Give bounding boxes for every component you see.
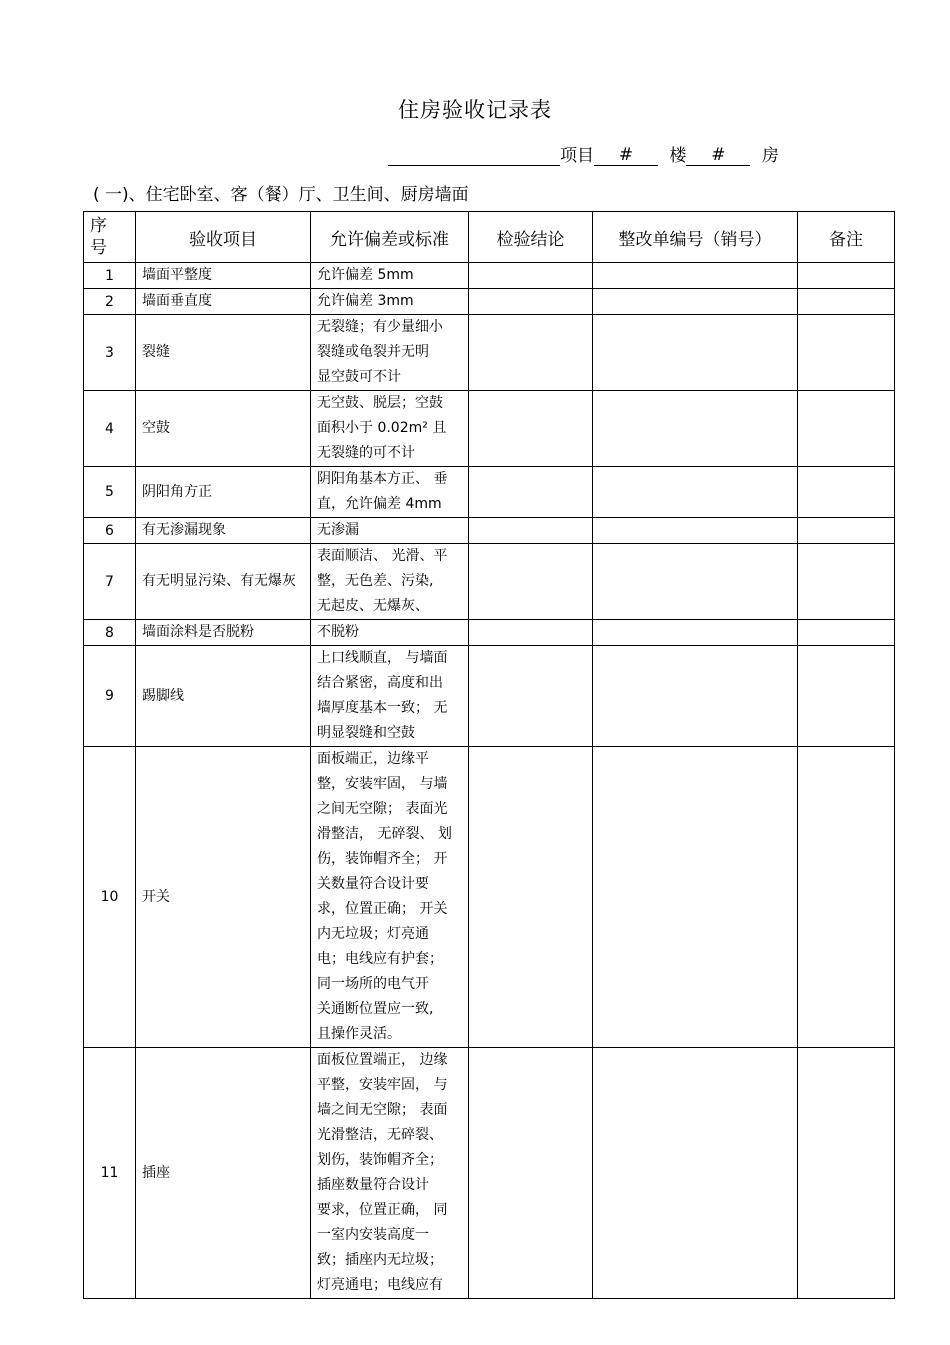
project-label: 项目 [560, 146, 594, 166]
note-cell[interactable] [798, 289, 895, 315]
standard-line: 墙厚度基本一致； 无 [317, 700, 448, 716]
building-label: 楼 [669, 146, 687, 166]
header-result: 检验结论 [469, 212, 593, 263]
header-item: 验收项目 [136, 212, 311, 263]
note-cell[interactable] [798, 1048, 895, 1299]
table-row [84, 263, 895, 289]
rectify-cell[interactable] [593, 747, 798, 1048]
table-row [84, 544, 895, 620]
inspection-item: 裂缝 [136, 315, 311, 391]
project-name-blank[interactable] [388, 145, 560, 166]
standard-line: 光滑整洁，无碎裂、 [317, 1127, 443, 1143]
standard-line: 划伤，装饰帽齐全； [317, 1152, 443, 1168]
result-cell[interactable] [469, 315, 593, 391]
rectify-cell[interactable] [593, 646, 798, 747]
rectify-cell[interactable] [593, 289, 798, 315]
standard-line: 且操作灵活。 [317, 1026, 401, 1042]
standard-text [311, 315, 469, 391]
row-number: 4 [84, 391, 136, 467]
page-title: 住房验收记录表 [398, 98, 552, 122]
inspection-item: 有无明显污染、有无爆灰 [136, 544, 311, 620]
rectify-cell[interactable] [593, 518, 798, 544]
inspection-item: 墙面垂直度 [136, 289, 311, 315]
standard-line: 插座数量符合设计 [317, 1177, 429, 1193]
standard-line: 直，允许偏差 4mm [317, 496, 442, 512]
standard-line: 允许偏差 5mm [317, 267, 414, 283]
standard-line: 关数量符合设计要 [317, 876, 429, 892]
note-cell[interactable] [798, 315, 895, 391]
standard-text [311, 263, 469, 289]
standard-line: 无裂缝；有少量细小 [317, 319, 443, 335]
table-row [84, 391, 895, 467]
note-cell[interactable] [798, 646, 895, 747]
standard-text [311, 620, 469, 646]
standard-line: 明显裂缝和空鼓 [317, 725, 415, 741]
result-cell[interactable] [469, 620, 593, 646]
standard-text [311, 391, 469, 467]
table-row [84, 646, 895, 747]
inspection-item: 有无渗漏现象 [136, 518, 311, 544]
rectify-cell[interactable] [593, 263, 798, 289]
result-cell[interactable] [469, 391, 593, 467]
inspection-table [83, 211, 895, 1299]
standard-text [311, 1048, 469, 1299]
row-number: 2 [84, 289, 136, 315]
table-body [84, 263, 895, 1299]
standard-text [311, 289, 469, 315]
header-note: 备注 [798, 212, 895, 263]
rectify-cell[interactable] [593, 620, 798, 646]
table-row [84, 747, 895, 1048]
standard-line: 同一场所的电气开 [317, 976, 429, 992]
standard-line: 裂缝或龟裂并无明 [317, 344, 429, 360]
table-row [84, 467, 895, 518]
note-cell[interactable] [798, 620, 895, 646]
note-cell[interactable] [798, 747, 895, 1048]
result-cell[interactable] [469, 467, 593, 518]
note-cell[interactable] [798, 544, 895, 620]
row-number: 10 [84, 747, 136, 1048]
result-cell[interactable] [469, 289, 593, 315]
row-number: 3 [84, 315, 136, 391]
standard-text [311, 747, 469, 1048]
standard-line: 面积小于 0.02m² 且 [317, 420, 447, 436]
header-standard: 允许偏差或标准 [311, 212, 469, 263]
standard-line: 之间无空隙； 表面光 [317, 801, 448, 817]
header-rectify: 整改单编号（销号） [593, 212, 798, 263]
inspection-item: 墙面平整度 [136, 263, 311, 289]
note-cell[interactable] [798, 263, 895, 289]
rectify-cell[interactable] [593, 315, 798, 391]
standard-line: 无起皮、无爆灰、 [317, 598, 429, 614]
standard-line: 无裂缝的可不计 [317, 445, 415, 461]
standard-line: 平整，安装牢固， 与 [317, 1077, 448, 1093]
section-title: ( 一)、住宅卧室、客（餐）厅、卫生间、厨房墙面 [93, 185, 469, 205]
standard-line: 上口线顺直， 与墙面 [317, 650, 448, 666]
standard-line: 内无垃圾；灯亮通 [317, 926, 429, 942]
standard-line: 允许偏差 3mm [317, 293, 414, 309]
standard-line: 表面顺洁、 光滑、平 [317, 548, 448, 564]
result-cell[interactable] [469, 747, 593, 1048]
row-number: 11 [84, 1048, 136, 1299]
standard-line: 整，无色差、污染, [317, 573, 434, 589]
inspection-item: 开关 [136, 747, 311, 1048]
standard-line: 墙之间无空隙； 表面 [317, 1102, 448, 1118]
row-number: 5 [84, 467, 136, 518]
row-number: 7 [84, 544, 136, 620]
row-number: 1 [84, 263, 136, 289]
inspection-item: 空鼓 [136, 391, 311, 467]
standard-line: 关通断位置应一致, [317, 1001, 434, 1017]
standard-text [311, 518, 469, 544]
standard-line: 滑整洁， 无碎裂、 划 [317, 826, 452, 842]
standard-line: 灯亮通电；电线应有 [317, 1277, 443, 1293]
table-header-row [84, 212, 895, 263]
room-number-blank[interactable]: # [686, 145, 750, 166]
standard-line: 面板位置端正， 边缘 [317, 1052, 448, 1068]
standard-line: 显空鼓可不计 [317, 369, 401, 385]
row-number: 6 [84, 518, 136, 544]
inspection-item: 墙面涂料是否脱粉 [136, 620, 311, 646]
result-cell[interactable] [469, 544, 593, 620]
project-info-line [388, 141, 779, 166]
standard-text [311, 544, 469, 620]
standard-text [311, 646, 469, 747]
standard-line: 求，位置正确； 开关 [317, 901, 448, 917]
rectify-cell[interactable] [593, 391, 798, 467]
note-cell[interactable] [798, 467, 895, 518]
standard-line: 面板端正，边缘平 [317, 751, 429, 767]
header-seq: 序 号 [84, 212, 136, 263]
note-cell[interactable] [798, 518, 895, 544]
room-label: 房 [761, 146, 779, 166]
standard-line: 无空鼓、脱层；空鼓 [317, 395, 443, 411]
standard-line: 不脱粉 [317, 624, 359, 640]
result-cell[interactable] [469, 646, 593, 747]
standard-text [311, 467, 469, 518]
table-row [84, 620, 895, 646]
rectify-cell[interactable] [593, 467, 798, 518]
note-cell[interactable] [798, 391, 895, 467]
standard-line: 伤，装饰帽齐全； 开 [317, 851, 448, 867]
standard-line: 整，安装牢固， 与墙 [317, 776, 448, 792]
table-row [84, 1048, 895, 1299]
row-number: 9 [84, 646, 136, 747]
inspection-item: 插座 [136, 1048, 311, 1299]
table-row [84, 289, 895, 315]
standard-line: 要求，位置正确， 同 [317, 1202, 448, 1218]
rectify-cell[interactable] [593, 1048, 798, 1299]
table-row [84, 315, 895, 391]
standard-line: 无渗漏 [317, 522, 359, 538]
result-cell[interactable] [469, 1048, 593, 1299]
standard-line: 一室内安装高度一 [317, 1227, 429, 1243]
standard-line: 致；插座内无垃圾； [317, 1252, 443, 1268]
building-number-blank[interactable]: # [594, 145, 658, 166]
inspection-item: 踢脚线 [136, 646, 311, 747]
result-cell[interactable] [469, 263, 593, 289]
standard-line: 电；电线应有护套； [317, 951, 443, 967]
standard-line: 阴阳角基本方正、 垂 [317, 471, 448, 487]
rectify-cell[interactable] [593, 544, 798, 620]
result-cell[interactable] [469, 518, 593, 544]
standard-line: 结合紧密，高度和出 [317, 675, 443, 691]
row-number: 8 [84, 620, 136, 646]
inspection-item: 阴阳角方正 [136, 467, 311, 518]
table-row [84, 518, 895, 544]
